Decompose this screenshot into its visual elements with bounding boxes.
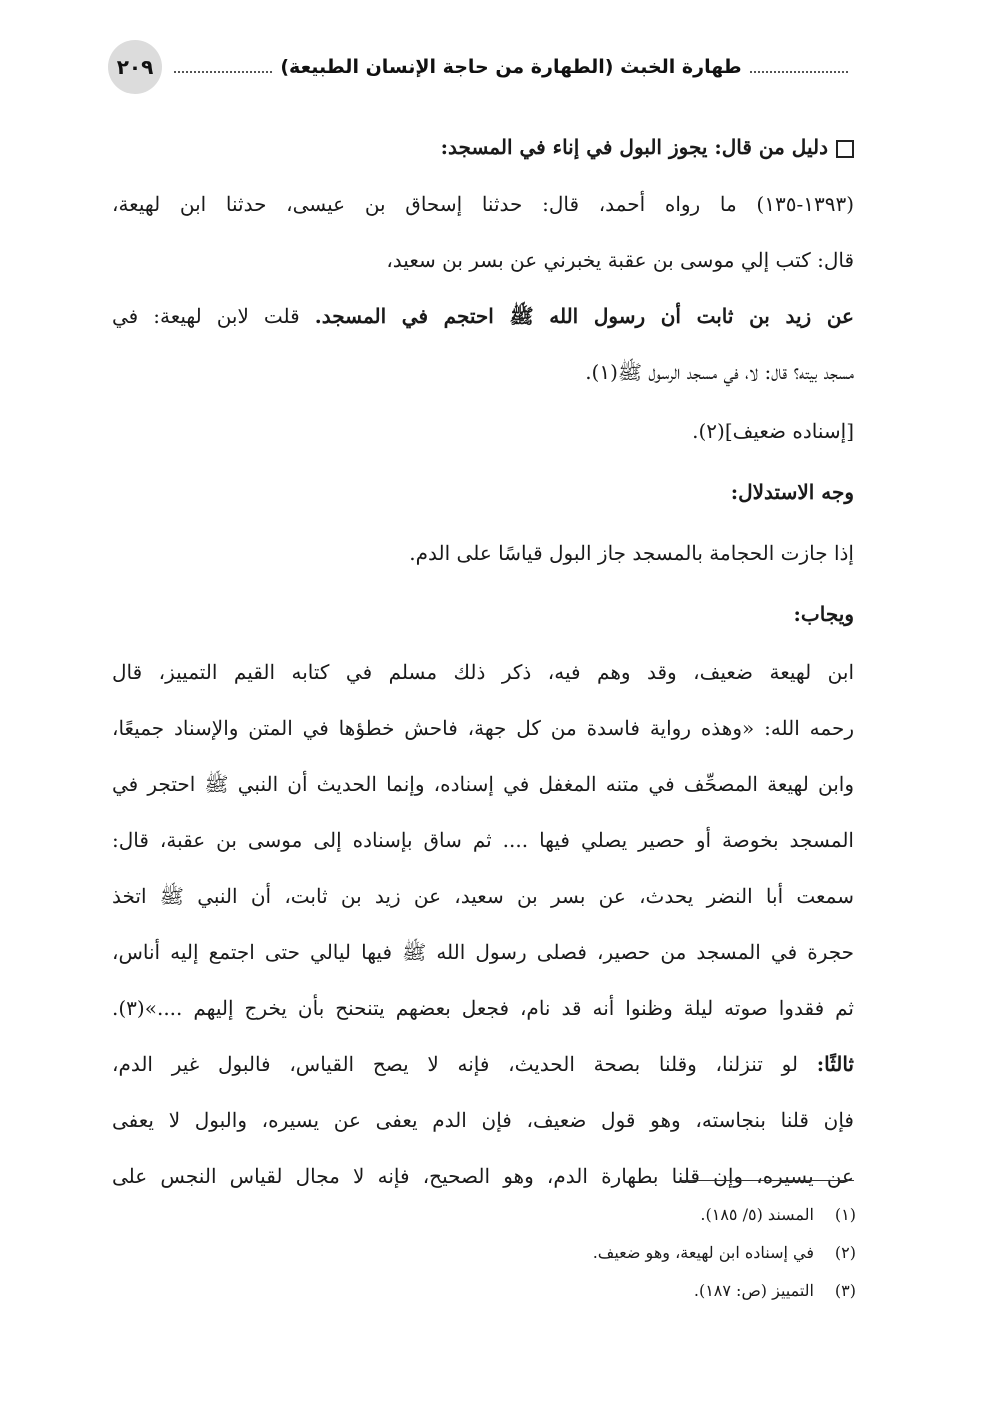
reply-line: المسجد بخوصة أو حصير يصلي فيها .... ثم ساق بإسناده إلى موسى بن عقبة، قال: bbox=[112, 828, 854, 852]
wajh-text: إذا جازت الحجامة بالمسجد جاز البول قياسًا على الدم. bbox=[409, 541, 854, 565]
matn-line bbox=[112, 288, 854, 344]
third-label: ثالثًا: bbox=[816, 1052, 854, 1076]
footnote-text: المسند (٥/ ١٨٥). bbox=[700, 1205, 814, 1224]
reply-line: ثم فقدوا صوته ليلة وظنوا أنه قد نام، فجعل بعضهم يتنحنح بأن يخرج إليهم ....»(٣). bbox=[112, 996, 854, 1020]
checkbox-icon bbox=[836, 140, 854, 158]
page-number: ٢٠٩ bbox=[108, 40, 162, 94]
section-heading-row bbox=[112, 118, 854, 176]
footnote bbox=[256, 1272, 856, 1310]
footnote-divider bbox=[680, 1180, 854, 1181]
wajh-heading: وجه الاستدلال: bbox=[730, 480, 854, 504]
reply-line: رحمه الله: «وهذه رواية فاسدة من كل جهة، فاحش خطؤها في المتن والإسناد جميعًا، bbox=[112, 716, 854, 740]
matn-rest: قلت لابن لهيعة: في bbox=[112, 304, 315, 328]
isnad-grade: [إسناده ضعيف](٢). bbox=[692, 419, 854, 443]
running-title: طهارة الخبث (الطهارة من حاجة الإنسان الطبيعة) bbox=[280, 56, 742, 78]
footnote bbox=[256, 1196, 856, 1234]
reply-line: ابن لهيعة ضعيف، وقد وهم فيه، ذكر ذلك مسلم في كتابه القيم التمييز، قال bbox=[112, 660, 855, 684]
running-title-row bbox=[174, 50, 848, 84]
hadith-line: (١٣٩٣-١٣٥) ما رواه أحمد، قال: حدثنا إسحاق بن عيسى، حدثنا ابن لهيعة، bbox=[112, 192, 854, 216]
third-text: لو تنزلنا، وقلنا بصحة الحديث، فإنه لا يصح القياس، فالبول غير الدم، bbox=[112, 1052, 817, 1076]
footnote-text: في إسناده ابن لهيعة، وهو ضعيف. bbox=[592, 1243, 814, 1262]
footnote-number: (٣) bbox=[834, 1281, 856, 1300]
footnote-number: (٢) bbox=[834, 1243, 856, 1262]
third-line: عن يسيره، وإن قلنا بطهارة الدم، وهو الصحيح، فإنه لا مجال لقياس النجس على bbox=[112, 1164, 854, 1188]
reply-line: سمعت أبا النضر يحدث، عن بسر بن سعيد، عن زيد بن ثابت، أن النبي ﷺ اتخذ bbox=[112, 884, 854, 908]
reply-heading: ويجاب: bbox=[793, 602, 854, 626]
header-dots-left bbox=[174, 71, 272, 73]
third-line: فإن قلنا بنجاسته، وهو قول ضعيف، فإن الدم يعفى عن يسيره، والبول لا يعفى bbox=[112, 1108, 854, 1132]
footnote-number: (١) bbox=[834, 1205, 856, 1224]
main-text bbox=[112, 118, 854, 1204]
footnote bbox=[256, 1234, 856, 1272]
section-heading: دليل من قال: يجوز البول في إناء في المسجد: bbox=[440, 135, 828, 159]
hadith-line: قال: كتب إلي موسى بن عقبة يخبرني عن بسر بن سعيد، bbox=[386, 248, 854, 272]
footnotes bbox=[256, 1196, 856, 1310]
matn-line: مسجد بيته؟ قال: لا، في مسجد الرسول ﷺ(١). bbox=[585, 360, 854, 384]
third-line bbox=[112, 1036, 854, 1092]
footnote-text: التمييز (ص: ١٨٧). bbox=[693, 1281, 814, 1300]
reply-line: حجرة في المسجد من حصير، فصلى رسول الله ﷺ فيها ليالي حتى اجتمع إليه أناس، bbox=[112, 940, 854, 964]
reply-line: وابن لهيعة المصحِّف في متنه المغفل في إسناده، وإنما الحديث أن النبي ﷺ احتجر في bbox=[112, 772, 854, 796]
header-dots-right bbox=[750, 71, 848, 73]
page-header bbox=[108, 40, 848, 98]
matn-bold: عن زيد بن ثابت أن رسول الله ﷺ احتجم في المسجد. bbox=[314, 304, 854, 328]
